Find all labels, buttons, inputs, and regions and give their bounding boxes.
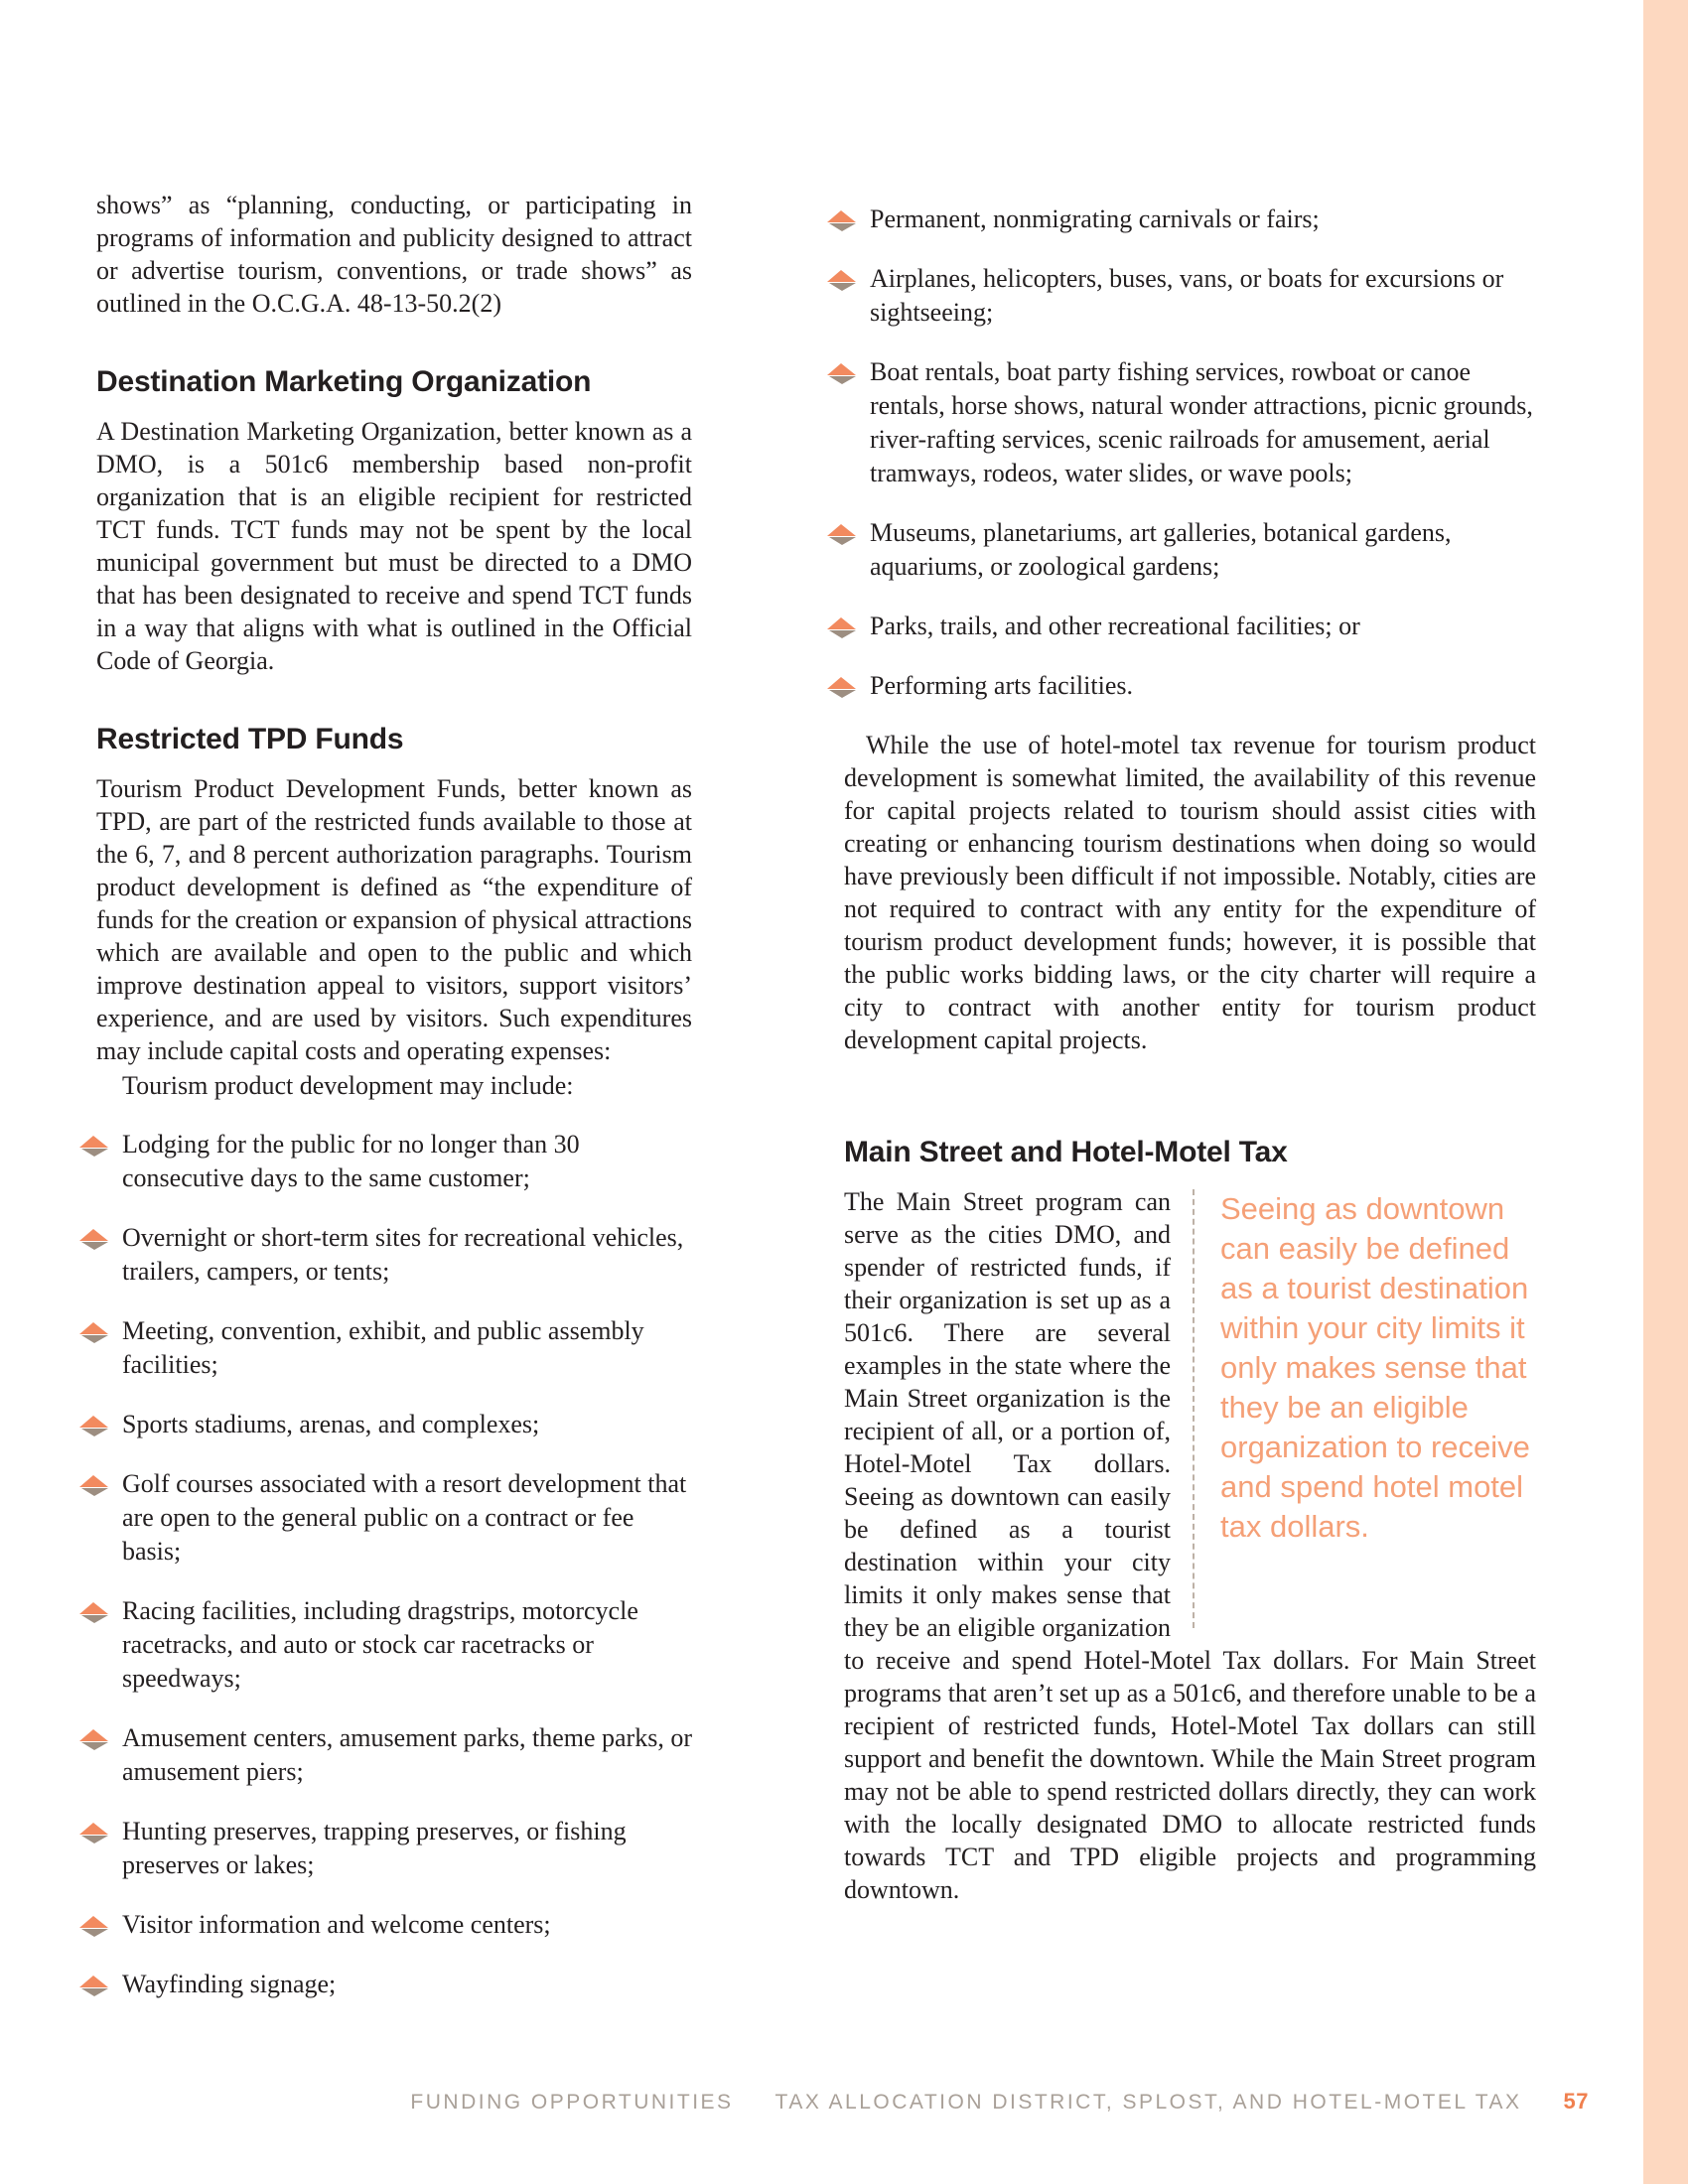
bullet-text: Sports stadiums, arenas, and complexes; (122, 1410, 540, 1438)
tpd-lead-in: Tourism product development may include: (122, 1071, 574, 1100)
arrow-leaf-bullet-icon (826, 269, 857, 292)
list-item (78, 1128, 692, 1195)
arrow-leaf-bullet-icon (78, 1915, 109, 1938)
arrow-leaf-bullet-icon (826, 209, 857, 232)
arrow-leaf-bullet-icon (78, 1415, 109, 1437)
list-item (78, 1908, 692, 1942)
list-item (78, 1815, 692, 1882)
list-item (78, 1467, 692, 1569)
dmo-paragraph: A Destination Marketing Organization, better known as a DMO, is a 501c6 membership based non-profit organization that is an eligible recipient for restricted TCT funds. TCT funds may not be spent by the local municipal government but must be directed to a DMO that has been designated to receive and spend TCT funds in a way that aligns with what is outlined in the Official Code of Georgia. (96, 417, 692, 675)
arrow-leaf-bullet-icon (78, 1135, 109, 1158)
bullet-text: Airplanes, helicopters, buses, vans, or boats for excursions or sightseeing; (870, 264, 1504, 327)
tpd-summary-paragraph: While the use of hotel-motel tax revenue for tourism product development is somewhat limited, the availability of this revenue for capital projects related to tourism should assist cities with creating or enhancing tourism destinations when doing so would have previously been difficult if not impossible. Notably, cities are not required to contract with any entity for the expenditure of tourism product development funds; however, it is possible that the public works bidding laws, or the city charter will require a city to contract with another entity for tourism product development capital projects. (844, 731, 1536, 1054)
bullet-text: Wayfinding signage; (122, 1970, 337, 1998)
bullet-text: Racing facilities, including dragstrips, motorcycle racetracks, and auto or stock car racetracks or speedways; (122, 1596, 638, 1693)
list-item (78, 1594, 692, 1696)
bullet-text: Performing arts facilities. (870, 671, 1133, 700)
arrow-leaf-bullet-icon (826, 676, 857, 699)
bullet-text: Amusement centers, amusement parks, theme parks, or amusement piers; (122, 1723, 692, 1786)
intro-paragraph: shows” as “planning, conducting, or participating in programs of information and publicity designed to attract or advertise tourism, conventions, or trade shows” as outlined in the O.C.G.A. 48-13-50.2(2) (96, 191, 692, 318)
footer-chapter-label: TAX ALLOCATION DISTRICT, SPLOST, AND HOTEL-MOTEL TAX (774, 2091, 1522, 2114)
main-street-section (844, 1185, 1536, 1906)
main-street-paragraph: The Main Street program can serve as the cities DMO, and spender of restricted funds, if their organization is set up as a 501c6. There are several examples in the state where the Main Street organization is the recipient of all, or a portion of, Hotel-Motel Tax dollars. Seeing as downtown can easily be defined as a tourist destination within your city limits it only makes sense that they be an eligible organization to receive and spend Hotel-Motel Tax dollars. For Main Street programs that aren’t set up as a 501c6, and therefore unable to be a recipient of restricted funds, Hotel-Motel Tax dollars can still support and benefit the downtown. While the Main Street program may not be able to spend restricted dollars directly, they can work with the locally designated DMO to allocate restricted funds towards TCT and TPD eligible projects and programming downtown. (844, 1187, 1536, 1904)
list-item (826, 669, 1536, 703)
arrow-leaf-bullet-icon (78, 1822, 109, 1844)
heading-restricted-tpd-funds: Restricted TPD Funds (96, 723, 404, 755)
bullet-text: Golf courses associated with a resort development that are open to the general public on a contract or fee basis; (122, 1469, 687, 1566)
list-item (78, 1721, 692, 1789)
left-column (96, 189, 692, 2027)
footer-section-label: FUNDING OPPORTUNITIES (410, 2091, 734, 2114)
list-item (826, 516, 1536, 584)
list-item (78, 1221, 692, 1289)
bullet-text: Boat rentals, boat party fishing services, rowboat or canoe rentals, horse shows, natural wonder attractions, picnic grounds, river-rafting services, scenic railroads for amusement, aerial tramways, rodeos, water slides, or wave pools; (870, 357, 1533, 487)
bullet-text: Meeting, convention, exhibit, and public assembly facilities; (122, 1316, 644, 1379)
bullet-text: Overnight or short-term sites for recreational vehicles, trailers, campers, or tents; (122, 1223, 684, 1286)
arrow-leaf-bullet-icon (78, 1474, 109, 1497)
bullet-text: Visitor information and welcome centers; (122, 1910, 551, 1939)
list-item (826, 355, 1536, 490)
bullet-text: Permanent, nonmigrating carnivals or fairs; (870, 205, 1320, 233)
arrow-leaf-bullet-icon (826, 362, 857, 385)
accent-bar (1643, 0, 1688, 2184)
list-item (826, 262, 1536, 330)
arrow-leaf-bullet-icon (78, 1601, 109, 1624)
arrow-leaf-bullet-icon (78, 1228, 109, 1251)
list-item (78, 1968, 692, 2001)
bullet-text: Museums, planetariums, art galleries, botanical gardens, aquariums, or zoological gardens; (870, 518, 1452, 581)
bullet-text: Hunting preserves, trapping preserves, or fishing preserves or lakes; (122, 1817, 627, 1879)
heading-main-street-hotel-motel-tax: Main Street and Hotel-Motel Tax (844, 1136, 1288, 1168)
tpd-bullet-list-right (826, 203, 1536, 703)
bullet-text: Parks, trails, and other recreational facilities; or (870, 612, 1360, 640)
list-item (78, 1314, 692, 1382)
list-item (78, 1408, 692, 1441)
heading-destination-marketing-organization: Destination Marketing Organization (96, 365, 592, 398)
arrow-leaf-bullet-icon (826, 616, 857, 639)
arrow-leaf-bullet-icon (78, 1321, 109, 1344)
arrow-leaf-bullet-icon (78, 1728, 109, 1751)
pull-quote: Seeing as downtown can easily be defined as a tourist destination within your city limits it only makes sense that they be an eligible organization to receive and spend hotel motel tax dollars. (1193, 1189, 1536, 1628)
list-item (826, 610, 1536, 643)
arrow-leaf-bullet-icon (826, 523, 857, 546)
tpd-paragraph: Tourism Product Development Funds, better known as TPD, are part of the restricted funds available to those at the 6, 7, and 8 percent authorization paragraphs. Tourism product development is defined as “the expenditure of funds for the creation or expansion of physical attractions which are available and open to the public and which improve destination appeal to visitors, support visitors’ experience, and are used by visitors. Such expenditures may include capital costs and operating expenses: (96, 774, 692, 1065)
page-footer (410, 2089, 1589, 2115)
bullet-text: Lodging for the public for no longer than 30 consecutive days to the same customer; (122, 1130, 580, 1192)
page-number: 57 (1563, 2089, 1589, 2114)
list-item (826, 203, 1536, 236)
right-column (844, 189, 1536, 1906)
arrow-leaf-bullet-icon (78, 1975, 109, 1997)
tpd-bullet-list-left (78, 1128, 692, 2001)
